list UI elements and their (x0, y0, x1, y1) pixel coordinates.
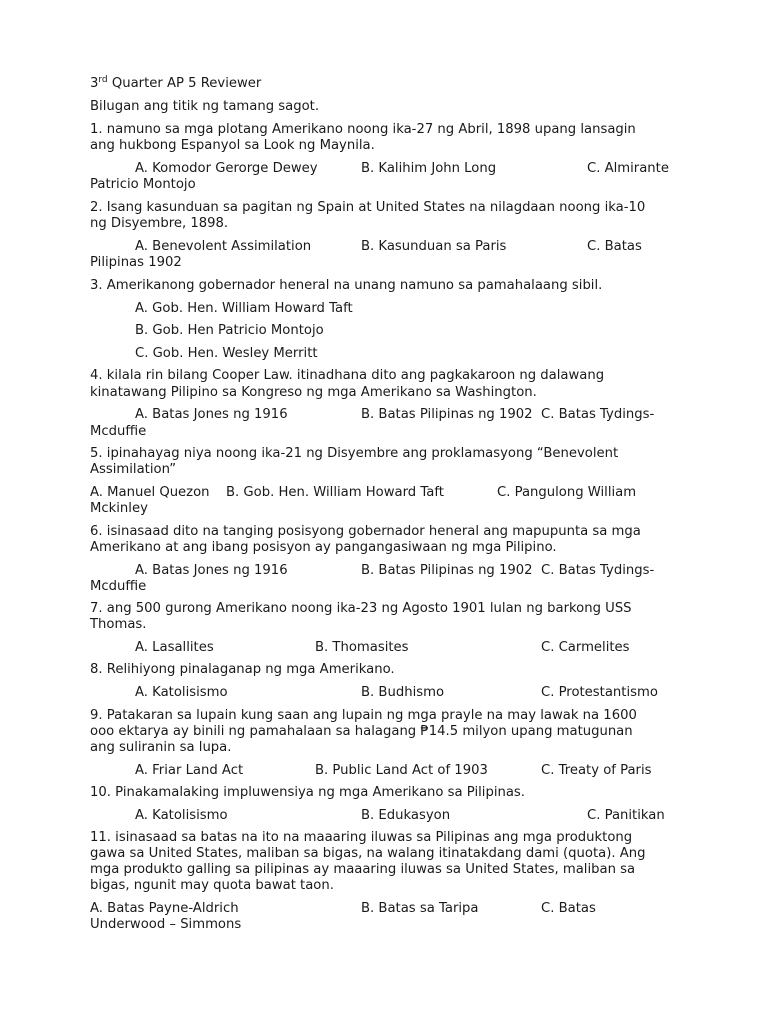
question-9-option-c: C. Treaty of Paris (541, 763, 652, 778)
question-6-option-b: B. Batas Pilipinas ng 1902 (361, 563, 533, 578)
question-8-option-b: B. Budhismo (361, 685, 445, 700)
question-11-option-c-cont: Underwood – Simmons (90, 917, 242, 932)
question-9-text-cont: ooo ektarya ay binili ng pamahalaan sa halagang ₱14.5 milyon upang matugunan (90, 724, 633, 739)
question-9-option-a: A. Friar Land Act (135, 763, 244, 778)
question-7-text: 7. ang 500 gurong Amerikano noong ika-23 ng Agosto 1901 lulan ng barkong USS (90, 601, 632, 616)
question-11-option-a: A. Batas Payne-Aldrich (90, 901, 239, 916)
question-2-option-c-cont: Pilipinas 1902 (90, 255, 182, 270)
question-6-text: 6. isinasaad dito na tanging posisyong gobernador heneral ang mapupunta sa mga (90, 524, 641, 539)
question-9-option-b: B. Public Land Act of 1903 (315, 763, 488, 778)
question-4-option-b: B. Batas Pilipinas ng 1902 (361, 407, 533, 422)
question-5-option-c-cont: Mckinley (90, 501, 148, 516)
question-1-option-c: C. Almirante (587, 161, 669, 176)
question-1-text-cont: ang hukbong Espanyol sa Look ng Maynila. (90, 138, 375, 153)
question-2-option-c: C. Batas (587, 239, 642, 254)
question-10-option-a: A. Katolisismo (135, 808, 228, 823)
question-5-text-cont: Assimilation” (90, 462, 177, 477)
question-3-text: 3. Amerikanong gobernador heneral na unang namuno sa pamahalaang sibil. (90, 278, 603, 293)
question-2-option-a: A. Benevolent Assimilation (135, 239, 312, 254)
question-10-option-c: C. Panitikan (587, 808, 665, 823)
question-6-text-cont: Amerikano at ang ibang posisyon ay pangangasiwaan ng mga Pilipino. (90, 540, 557, 555)
question-1-option-c-cont: Patricio Montojo (90, 177, 196, 192)
question-7-option-c: C. Carmelites (541, 640, 630, 655)
question-8-option-c: C. Protestantismo (541, 685, 658, 700)
question-10-option-b: B. Edukasyon (361, 808, 451, 823)
question-5-text: 5. ipinahayag niya noong ika-21 ng Disyembre ang proklamasyong “Benevolent (90, 446, 619, 461)
question-5-option-a: A. Manuel Quezon (90, 485, 210, 500)
question-4-option-a: A. Batas Jones ng 1916 (135, 407, 288, 422)
question-4-text: 4. kilala rin bilang Cooper Law. itinadhana dito ang pagkakaroon ng dalawang (90, 368, 605, 383)
question-10-text: 10. Pinakamalaking impluwensiya ng mga Amerikano sa Pilipinas. (90, 785, 525, 800)
question-9-text: 9. Patakaran sa lupain kung saan ang lupain ng mga prayle na may lawak na 1600 (90, 708, 637, 723)
document-title: 3rd Quarter AP 5 Reviewer (90, 75, 262, 91)
question-11-text-cont-3: bigas, ngunit may quota bawat taon. (90, 878, 334, 893)
question-4-text-cont: kinatawang Pilipino sa Kongreso ng mga Amerikano sa Washington. (90, 385, 537, 400)
question-3-option-b: B. Gob. Hen Patricio Montojo (135, 323, 324, 338)
question-8-option-a: A. Katolisismo (135, 685, 228, 700)
question-7-option-a: A. Lasallites (135, 640, 214, 655)
question-7-option-b: B. Thomasites (315, 640, 409, 655)
question-11-option-c: C. Batas (541, 901, 596, 916)
question-11-text-cont: gawa sa United States, maliban sa bigas, na walang itinatakdang dami (quota). Ang (90, 846, 646, 861)
question-2-option-b: B. Kasunduan sa Paris (361, 239, 507, 254)
question-6-option-c: C. Batas Tydings- (541, 563, 655, 578)
question-4-option-c-cont: Mcduffie (90, 424, 147, 439)
question-4-option-c: C. Batas Tydings- (541, 407, 655, 422)
question-2-text-cont: ng Disyembre, 1898. (90, 216, 229, 231)
question-7-text-cont: Thomas. (90, 617, 147, 632)
question-8-text: 8. Relihiyong pinalaganap ng mga Amerikano. (90, 662, 395, 677)
question-6-option-a: A. Batas Jones ng 1916 (135, 563, 288, 578)
title-superscript: rd (98, 75, 108, 85)
question-3-option-c: C. Gob. Hen. Wesley Merritt (135, 346, 318, 361)
question-11-option-b: B. Batas sa Taripa (361, 901, 479, 916)
question-5-option-c: C. Pangulong William (497, 485, 637, 500)
question-6-option-c-cont: Mcduffie (90, 579, 147, 594)
question-11-text-cont-2: mga produkto galling sa pilipinas ay maaaring iluwas sa United States, maliban sa (90, 862, 636, 877)
question-1-option-b: B. Kalihim John Long (361, 161, 497, 176)
question-3-option-a: A. Gob. Hen. William Howard Taft (135, 301, 353, 316)
question-9-text-cont-2: ang suliranin sa lupa. (90, 740, 232, 755)
question-5-option-b: B. Gob. Hen. William Howard Taft (226, 485, 444, 500)
question-1-text: 1. namuno sa mga plotang Amerikano noong ika-27 ng Abril, 1898 upang lansagin (90, 122, 636, 137)
question-11-text: 11. isinasaad sa batas na ito na maaaring iluwas sa Pilipinas ang mga produktong (90, 830, 633, 845)
question-2-text: 2. Isang kasunduan sa pagitan ng Spain at United States na nilagdaan noong ika-10 (90, 200, 646, 215)
instruction: Bilugan ang titik ng tamang sagot. (90, 99, 320, 114)
question-1-option-a: A. Komodor Gerorge Dewey (135, 161, 318, 176)
